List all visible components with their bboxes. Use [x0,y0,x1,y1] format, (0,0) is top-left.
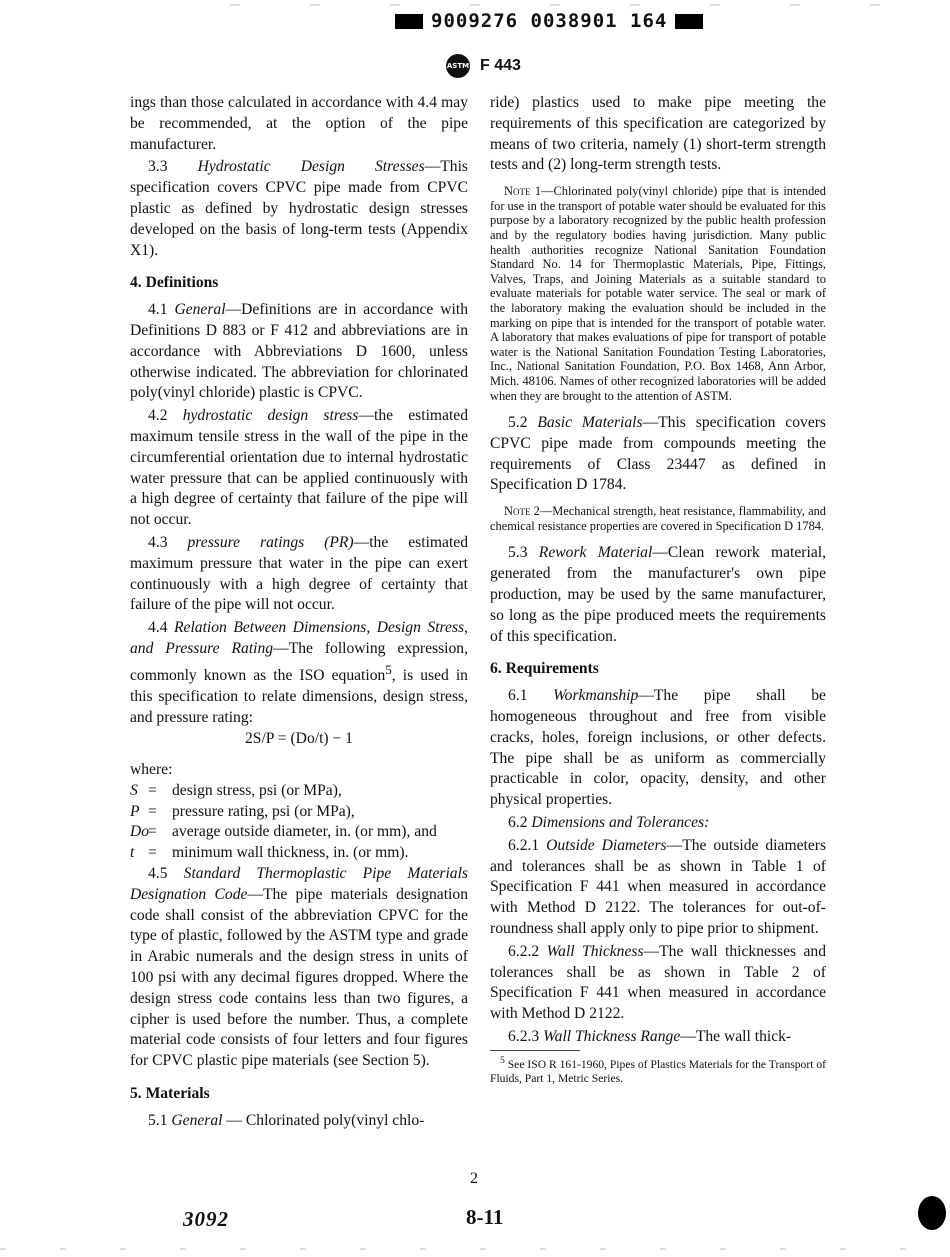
section-title: Hydrostatic Design Stresses [197,158,425,176]
section-number: 4.4 [148,619,168,637]
footnote-5 [490,1054,826,1086]
scan-specks-bottom [0,1248,950,1250]
section-title: pressure ratings (PR) [187,533,354,551]
page-number: 2 [470,1170,478,1187]
note-label: Note 1 [504,184,542,199]
section-title: General [171,1111,223,1129]
note-label: Note 2 [504,504,540,519]
section-5-1 [130,1111,468,1132]
variable-description: pressure rating, psi (or MPa), [172,802,355,820]
section-title: Relation Between Dimensions, Design Stress, and Pressure Rating [130,619,468,657]
iso-equation: 2S/P = (Do/t) − 1 [245,730,353,748]
variable-definition [130,822,468,843]
section-6-2-3 [490,1027,826,1048]
section-number: 5.2 [508,414,528,432]
note-2 [490,504,826,533]
section-text: — Chlorinated poly(vinyl chlo- [222,1111,425,1129]
section-text: —the estimated maximum tensile stress in the wall of the pipe in the circumferential orientation due to internal hydrostatic water pressure that can be applied continuously with a high degree of certainty that failure of the pipe will not occur. [130,407,468,529]
paragraph-continued: ings than those calculated in accordance with 4.4 may be recommended, at the option of the pipe manufacturer. [130,94,468,153]
section-text: —The wall thick- [680,1028,792,1045]
stamp-mark: 8-11 [466,1205,504,1229]
section-number: 4.1 [148,301,168,319]
section-number: 4.3 [148,533,168,551]
section-5-2 [490,413,826,496]
variable-list [130,781,468,864]
section-title: hydrostatic design stress [182,407,359,425]
section-6-heading: 6. Requirements [490,660,599,678]
variable-description: average outside diameter, in. (or mm), and [172,823,437,841]
section-text: —Clean rework material, generated from the manufacturer's own pipe production, may be used by the same manufacturer, so long as the pipe produced meets the requirements of this specification. [490,544,826,645]
section-6-2-2 [490,942,826,1025]
section-3-3 [130,157,468,261]
document-barcode [395,10,703,32]
section-title: Dimensions and Tolerances: [531,814,710,832]
equals-sign: = [148,844,157,862]
section-4-3 [130,533,468,616]
section-4-heading: 4. Definitions [130,274,219,292]
section-title: Standard Thermoplastic Pipe Materials Designation Code [130,865,468,903]
equals-sign: = [148,802,157,820]
section-number: 6.2.3 [508,1028,540,1045]
handwritten-stamp-left: 3092 [183,1207,229,1231]
note-text: —Chlorinated poly(vinyl chloride) pipe that is intended for use in the transport of potable water should be evaluated for this purpose by a laboratory recognized by the public health profession and by the regulatory bodies having jurisdiction. Many public health authorities recognize National Sanitation Foundation Standard No. 14 for Thermoplastic Materials, Pipe, Fittings, Valves, Traps, and Joining Materials as a suitable standard to evaluate materials for potable water service. The seal or mark of the laboratory making the evaluation should be included in the marking on pipe that is intended for the transport of potable water. A laboratory that makes evaluations of pipe for transport of potable water is the National Sanitation Foundation Testing Laboratories, Inc., National Sanitation Foundation, P.O. Box 1468, Ann Arbor, Mich. 48106. Names of other recognized laboratories will be added when they are brought to the attention of ASTM. [490,184,826,403]
section-4-1 [130,300,468,404]
section-title: Outside Diameters [546,836,667,854]
variable-symbol: t [130,844,135,862]
section-title: General [174,301,226,319]
section-text: —The pipe shall be homogeneous throughout and free from visible cracks, holes, foreign inclusions, or other defects. The pipe shall be as uniform as commercially practicable in color, opacity, density, and other physical properties. [490,687,826,809]
barcode-block-left [395,14,423,29]
footnote-reference: 5 [385,661,392,677]
footnote-text: See ISO R 161-1960, Pipes of Plastics Materials for the Transport of Fluids, Part 1, Metric Series. [490,1057,826,1085]
section-6-1 [490,686,826,811]
section-5-heading: 5. Materials [130,1085,210,1103]
variable-symbol: S [130,781,138,799]
scan-specks-top [230,4,930,6]
equals-sign: = [148,823,157,841]
section-text: —This specification covers CPVC pipe made from compounds meeting the requirements of Class 23447 as defined in Specification D 1784. [490,414,827,494]
variable-description: design stress, psi (or MPa), [172,781,342,799]
footnote-mark: 5 [500,1054,505,1066]
note-text: —Mechanical strength, heat resistance, flammability, and chemical resistance properties are covered in Specification D 1784. [490,504,826,533]
section-text: —The wall thicknesses and tolerances shall be as shown in Table 2 of Specification F 441 when measured in accordance with Method D 2122. [490,942,827,1023]
section-number: 6.2.2 [508,942,540,960]
variable-symbol: Do [130,823,150,841]
astm-logo-icon: ASTM [446,54,470,78]
section-4-2 [130,406,468,531]
section-number: 6.2 [508,814,528,832]
section-text: —The following expression, commonly known as the ISO equation [130,639,468,684]
section-6-2 [490,813,826,834]
note-1 [490,184,826,403]
standard-designation: F 443 [480,57,521,74]
section-text: —This specification covers CPVC pipe made from CPVC plastic as defined by hydrostatic design stresses developed on the basis of long-term tests (Appendix X1). [130,158,468,259]
section-text: —Definitions are in accordance with Definitions D 883 or F 412 and abbreviations are in accordance with Abbreviations D 1600, unless otherwise indicated. The abbreviation for chlorinated poly(vinyl chloride) plastic is CPVC. [130,301,468,402]
page-header [446,54,521,78]
section-number: 6.2.1 [508,836,540,854]
section-number: 5.3 [508,544,528,562]
right-column [490,93,826,1086]
variable-description: minimum wall thickness, in. (or mm). [172,844,409,862]
section-number: 4.5 [148,865,168,883]
footnote-divider [490,1050,580,1051]
section-4-4 [130,618,468,728]
section-title: Wall Thickness [546,942,644,960]
where-label: where: [130,761,173,779]
scan-blot-icon [918,1196,946,1230]
section-text: —the estimated maximum pressure that water in the pipe can exert continuously with a high degree of certainty that failure of the pipe will not occur. [130,533,468,614]
section-text: —The pipe materials designation code shall consist of the abbreviation CPVC for the type of plastic, followed by the ASTM type and grade in Arabic numerals and the design stress in units of 100 psi with any decimal figures dropped. Where the design stress code contains less than two figures, a cipher is used before the number. Thus, a complete material code consists of four letters and four figures for CPVC plastic pipe materials (see Section 5). [130,885,468,1070]
section-6-2-1 [490,836,826,940]
variable-definition [130,781,468,802]
paragraph-continued: ride) plastics used to make pipe meeting the requirements of this specification are categorized by means of two criteria, namely (1) short-term strength tests and (2) long-term strength tests. [490,94,826,174]
section-title: Rework Material [538,544,653,562]
section-number: 3.3 [148,158,168,176]
section-text-cont: , is used in this specification to relate dimensions, design stress, and pressure rating: [130,666,468,726]
section-number: 6.1 [508,687,528,705]
variable-symbol: P [130,802,140,820]
section-4-5 [130,864,468,1072]
section-5-3 [490,543,826,647]
left-column [130,93,468,1132]
section-title: Workmanship [553,687,639,705]
barcode-block-right [675,14,703,29]
barcode-text: 9009276 0038901 164 [431,10,668,32]
section-number: 5.1 [148,1111,168,1129]
variable-definition [130,802,468,823]
equals-sign: = [148,781,157,799]
section-number: 4.2 [148,407,168,425]
variable-definition [130,843,468,864]
section-title: Basic Materials [537,414,643,432]
section-title: Wall Thickness Range [543,1028,681,1045]
section-text: —The outside diameters and tolerances shall be as shown in Table 1 of Specification F 441 when measured in accordance with Method D 2122. The tolerances for out-of-roundness shall apply only to pipe prior to shipment. [490,836,827,938]
